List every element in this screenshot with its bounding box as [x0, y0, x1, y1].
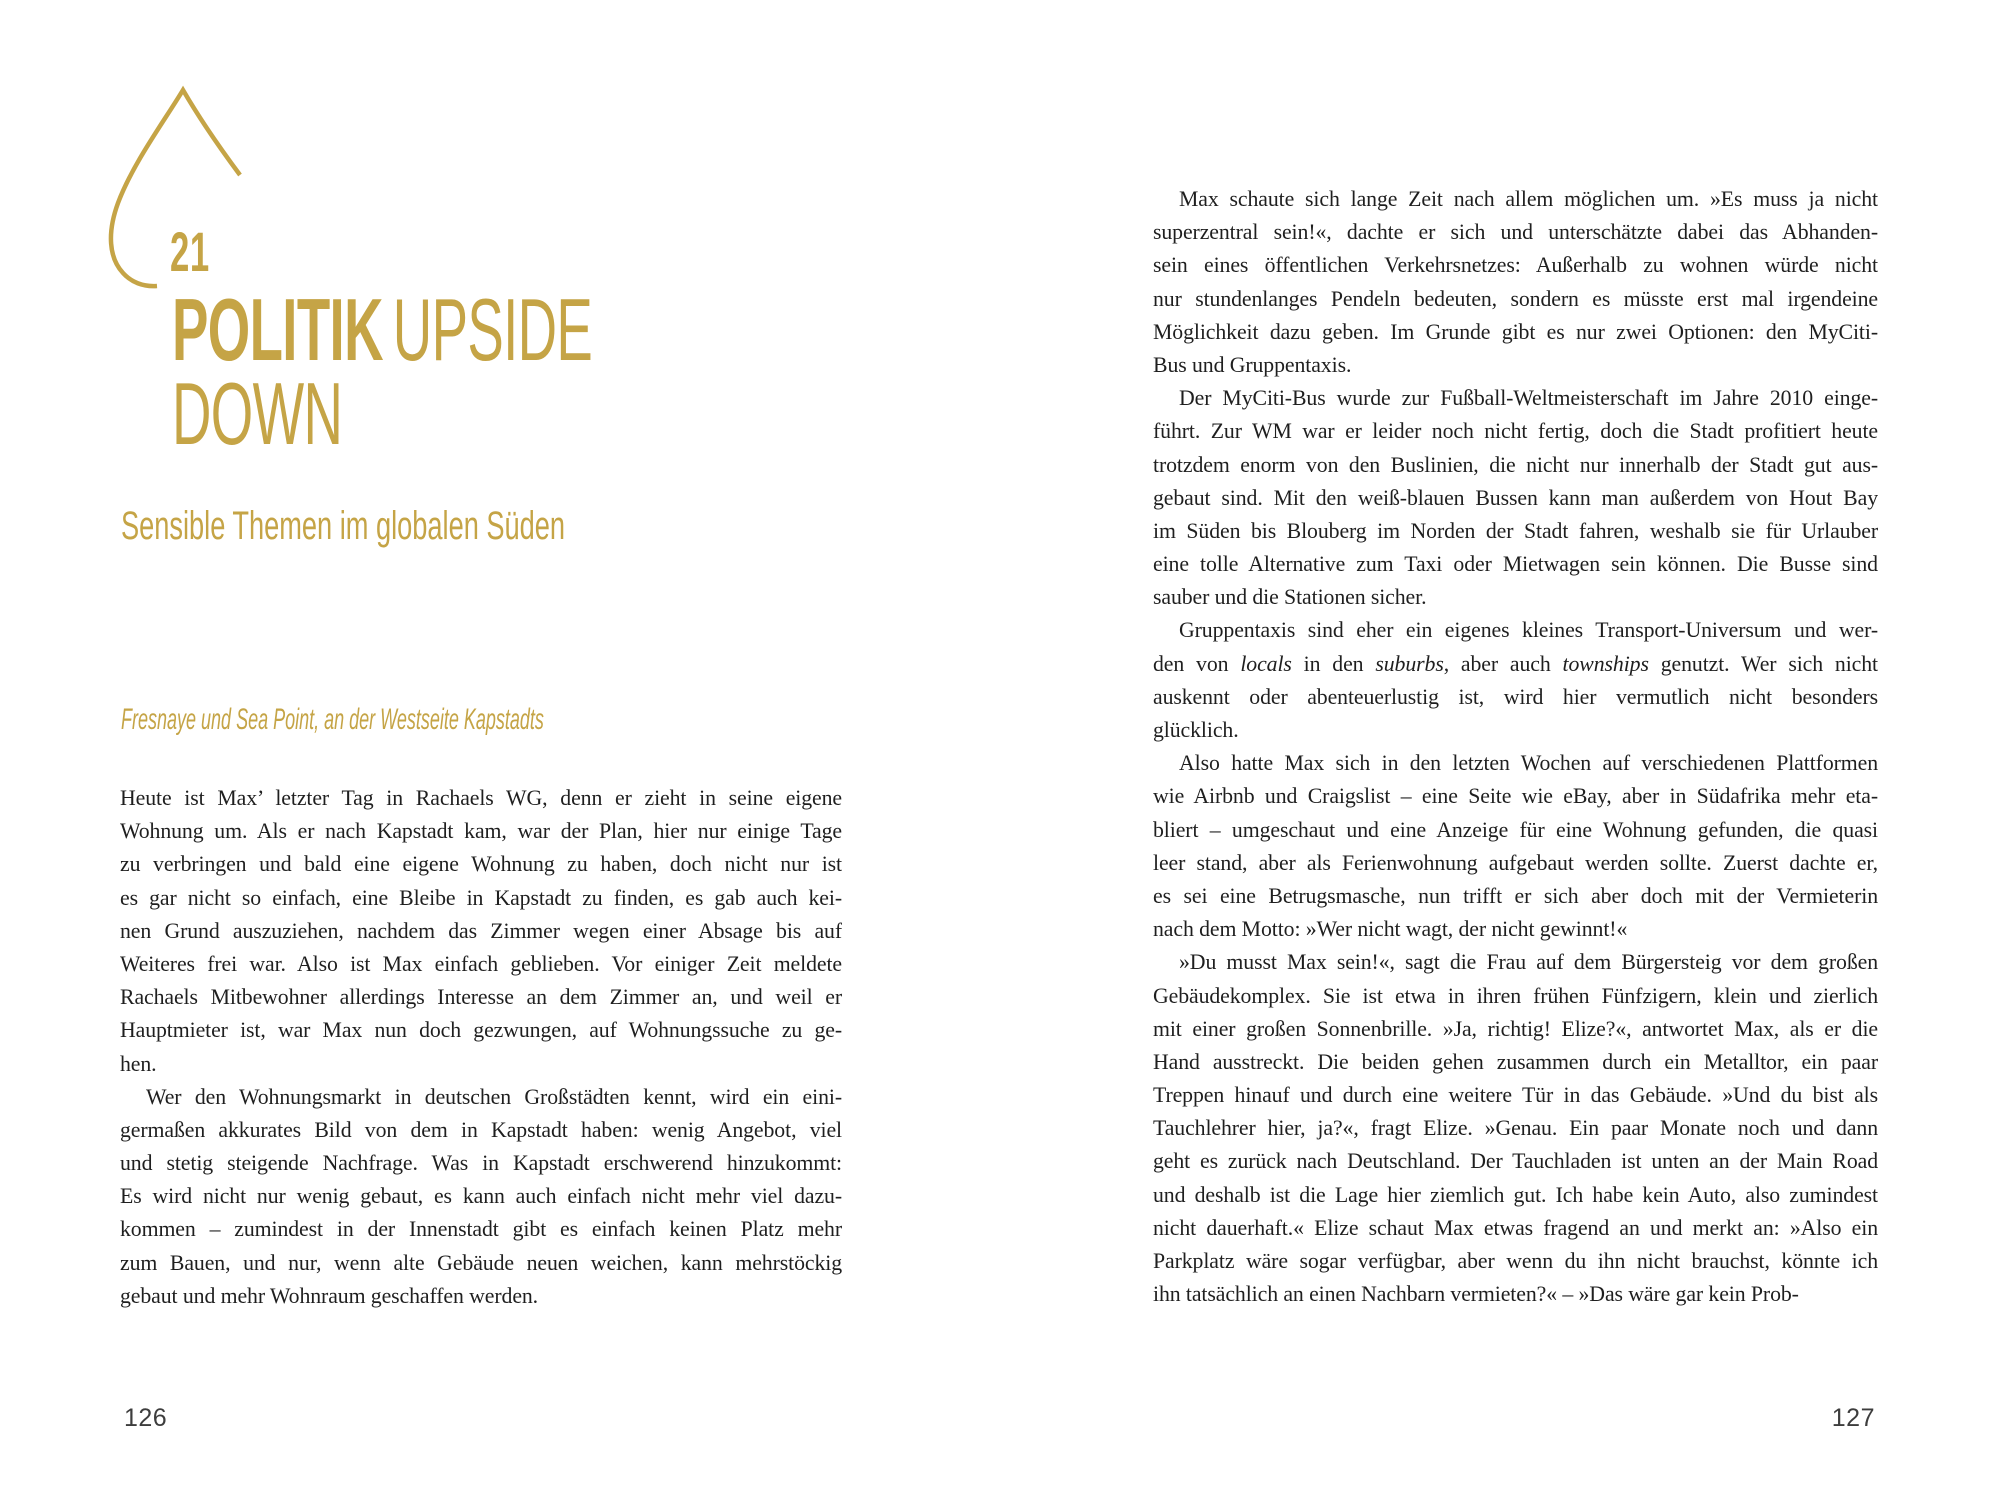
chapter-title-word-politik: POLITIK — [172, 280, 383, 379]
text-line: gebaut sind. Mit den weiß-blauen Bussen kann man außerdem von Hout Bay — [1153, 485, 1878, 510]
text-line: sein eines öffentlichen Verkehrsnetzes: Außerhalb zu wohnen würde nicht — [1153, 253, 1878, 278]
text-line: gebaut und mehr Wohnraum geschaffen werden. — [120, 1283, 539, 1308]
text-line: nicht dauerhaft.« Elize schaut Max etwas fragend an und merkt an: »Also ein — [1153, 1215, 1878, 1240]
text-line: germaßen akkurates Bild von dem in Kapstadt haben: wenig Angebot, viel — [120, 1117, 842, 1142]
text-line: sauber und die Stationen sicher. — [1153, 585, 1427, 610]
text-line: es gar nicht so einfach, eine Bleibe in Kapstadt zu finden, es gab auch kei- — [120, 885, 842, 910]
text-line: führt. Zur WM war er leider noch nicht fertig, doch die Stadt profitiert heute — [1153, 419, 1878, 444]
text-line: hen. — [120, 1051, 157, 1076]
text-line: Wohnung um. Als er nach Kapstadt kam, war der Plan, hier nur einige Tage — [120, 819, 842, 844]
italic-term: locals — [1240, 651, 1292, 676]
text-line: glücklich. — [1153, 718, 1239, 742]
text-line: Bus und Gruppentaxis. — [1153, 352, 1352, 377]
paragraph — [1153, 747, 1878, 946]
text-line: Tauchlehrer hier, ja?«, fragt Elize. »Genau. Ein paar Monate noch und dann — [1153, 1116, 1878, 1141]
text-line: ihn tatsächlich an einen Nachbarn vermieten?« – »Das wäre gar kein Prob- — [1153, 1282, 1799, 1307]
text-line: Parkplatz wäre sogar verfügbar, aber wenn du ihn nicht brauchst, könnte ich — [1153, 1249, 1878, 1273]
text-line: Also hatte Max sich in den letzten Wochen auf verschiedenen Plattformen — [1179, 751, 1878, 776]
text-line: nach dem Motto: »Wer nicht wagt, der nicht gewinnt!« — [1153, 917, 1628, 942]
paragraph — [120, 782, 842, 1081]
text-line: Hauptmieter ist, war Max nun doch gezwungen, auf Wohnungssuche zu ge- — [120, 1018, 842, 1043]
paragraph — [1153, 946, 1878, 1311]
chapter-title-word-down: DOWN — [172, 364, 343, 463]
text-line: Weiteres frei war. Also ist Max einfach geblieben. Vor einiger Zeit meldete — [120, 951, 842, 976]
text-line: nur stundenlanges Pendeln bedeuten, sondern es müsste erst mal irgendeine — [1153, 286, 1878, 311]
text-line: Rachaels Mitbewohner allerdings Interesse an dem Zimmer an, und weil er — [120, 985, 842, 1010]
text-line: Heute ist Max’ letzter Tag in Rachaels WG, denn er zieht in seine eigene — [120, 786, 842, 810]
paragraph — [1153, 382, 1878, 614]
text-line: nen Grund auszuziehen, nachdem das Zimmer wegen einer Absage bis auf — [120, 918, 842, 943]
chapter-number: 21 — [170, 220, 210, 283]
text-line: trotzdem enorm von den Buslinien, die nicht nur innerhalb der Stadt gut aus- — [1153, 452, 1878, 477]
text-line: wie Airbnb und Craigslist – eine Seite wie eBay, aber in Südafrika mehr eta- — [1153, 784, 1878, 809]
text-line: mit einer großen Sonnenbrille. »Ja, richtig! Elize?«, antwortet Max, als er die — [1153, 1016, 1878, 1041]
text-line — [1153, 648, 1878, 681]
text-segment: , aber auch — [1443, 651, 1563, 676]
paragraph — [120, 1081, 842, 1313]
body-text-left — [120, 782, 842, 1313]
text-line: im Süden bis Blouberg im Norden der Stadt fahren, weshalb sie für Urlauber — [1153, 518, 1878, 543]
text-segment: den von — [1153, 651, 1241, 676]
text-line: und deshalb ist die Lage hier ziemlich gut. Ich habe kein Auto, also zumindest — [1153, 1182, 1878, 1207]
body-text-right — [1153, 183, 1878, 1311]
page-number-right: 127 — [1831, 1404, 1875, 1432]
text-line: leer stand, aber als Ferienwohnung aufgebaut werden sollte. Zuerst dachte er, — [1153, 850, 1878, 875]
text-line: Max schaute sich lange Zeit nach allem möglichen um. »Es muss ja nicht — [1179, 187, 1878, 211]
text-line: zum Bauen, und nur, wenn alte Gebäude neuen weichen, kann mehrstöckig — [120, 1250, 842, 1275]
text-line: Es wird nicht nur wenig gebaut, es kann auch einfach nicht mehr viel dazu- — [120, 1184, 842, 1209]
paragraph — [1153, 183, 1878, 382]
chapter-subtitle: Sensible Themen im globalen Süden — [121, 504, 566, 548]
italic-term: townships — [1562, 651, 1649, 676]
water-drop-icon — [85, 58, 247, 296]
text-line: eine tolle Alternative zum Taxi oder Mietwagen sein können. Die Busse sind — [1153, 552, 1878, 577]
text-line: Wer den Wohnungsmarkt in deutschen Großstädten kennt, wird ein eini- — [146, 1084, 842, 1109]
text-line: bliert – umgeschaut und eine Anzeige für eine Wohnung gefunden, die quasi — [1153, 817, 1878, 842]
text-line: Hand ausstreckt. Die beiden gehen zusammen durch ein Metalltor, ein paar — [1153, 1049, 1878, 1074]
text-line: »Du musst Max sein!«, sagt die Frau auf dem Bürgersteig vor dem großen — [1179, 950, 1878, 975]
text-line: Gebäudekomplex. Sie ist etwa in ihren frühen Fünfzigern, klein und zierlich — [1153, 983, 1878, 1008]
text-line: superzentral sein!«, dachte er sich und unterschätzte dabei das Abhanden- — [1153, 220, 1878, 245]
page-number-left: 126 — [124, 1404, 168, 1432]
chapter-title-line1 — [172, 280, 593, 379]
text-segment: genutzt. Wer sich nicht — [1648, 651, 1878, 676]
location-kicker: Fresnaye und Sea Point, an der Westseite Kapstadts — [121, 703, 544, 736]
chapter-title-word-upside: UPSIDE — [392, 280, 593, 379]
text-line: Der MyCiti-Bus wurde zur Fußball-Weltmeisterschaft im Jahre 2010 einge- — [1179, 386, 1878, 411]
text-line: und stetig steigende Nachfrage. Was in Kapstadt erschwerend hinzukommt: — [120, 1151, 842, 1176]
text-line: es sei eine Betrugsmasche, nun trifft er sich aber doch mit der Vermieterin — [1153, 883, 1878, 908]
text-line: Gruppentaxis sind eher ein eigenes kleines Transport-Universum und wer- — [1179, 618, 1878, 643]
text-line: geht es zurück nach Deutschland. Der Tauchladen ist unten an der Main Road — [1153, 1149, 1878, 1174]
text-segment: in den — [1291, 651, 1376, 676]
text-line: zu verbringen und bald eine eigene Wohnung zu haben, doch nicht nur ist — [120, 852, 842, 877]
text-line: auskennt oder abenteuerlustig ist, wird hier vermutlich nicht besonders — [1153, 684, 1878, 709]
text-line: Möglichkeit dazu geben. Im Grunde gibt es nur zwei Optionen: den MyCiti- — [1153, 319, 1878, 344]
paragraph — [1153, 614, 1878, 747]
italic-term: suburbs — [1375, 651, 1444, 676]
text-line: Treppen hinauf und durch eine weitere Tür in das Gebäude. »Und du bist als — [1153, 1083, 1878, 1108]
text-line: kommen – zumindest in der Innenstadt gibt es einfach keinen Platz mehr — [120, 1217, 842, 1242]
chapter-title — [172, 280, 593, 463]
